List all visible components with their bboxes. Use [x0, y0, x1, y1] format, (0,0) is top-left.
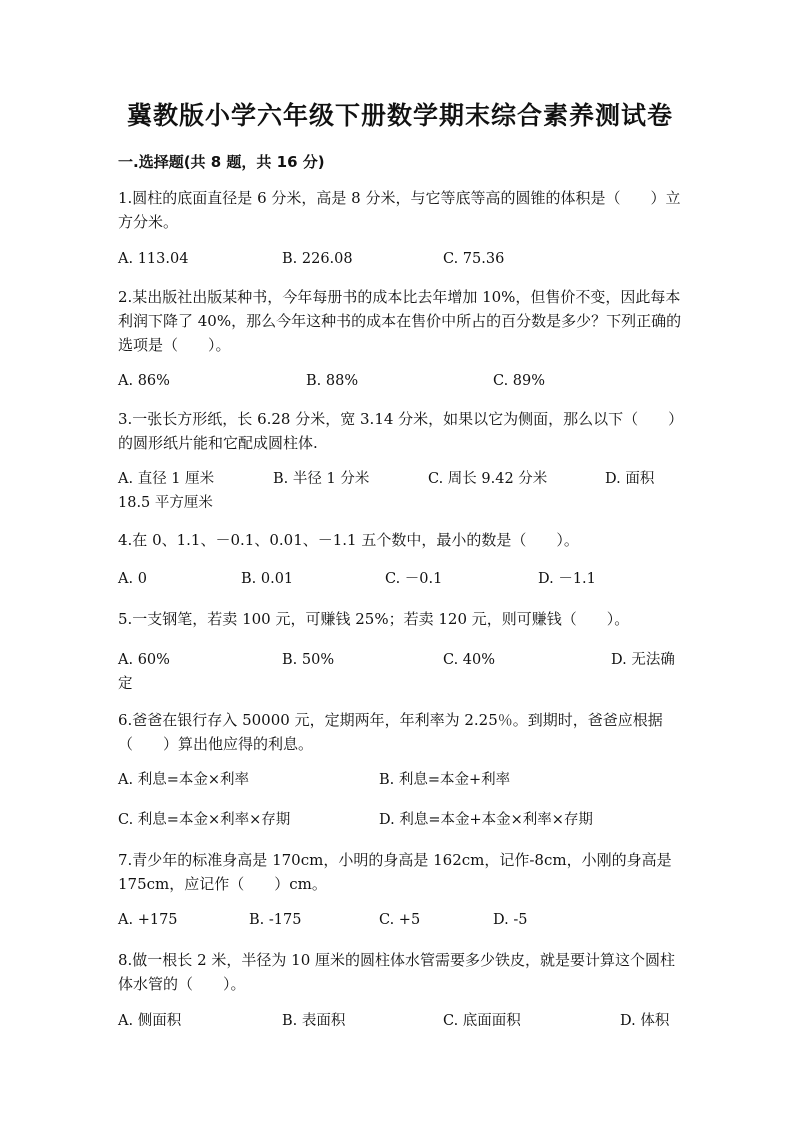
q4-option-d[interactable]: D. －1.1	[538, 571, 596, 587]
question-8: 8.做一根长 2 米，半径为 10 厘米的圆柱体水管需要多少铁皮，就是要计算这个圆柱体水管的（ ）。	[118, 951, 676, 993]
q7-option-c[interactable]: C. +5	[379, 912, 421, 928]
q3-option-b[interactable]: B. 半径 1 分米	[273, 471, 370, 487]
q1-option-c[interactable]: C. 75.36	[443, 251, 505, 267]
q4-option-a[interactable]: A. 0	[118, 571, 147, 587]
q5-option-d[interactable]: D. 无法确定	[118, 652, 675, 692]
question-6: 6.爸爸在银行存入 50000 元，定期两年，年利率为 2.25％。到期时，爸爸应根据（ ）算出他应得的利息。	[118, 711, 663, 753]
question-2: 2.某出版社出版某种书，今年每册书的成本比去年增加 10%，但售价不变，因此每本利润下降了 40%，那么今年这种书的成本在售价中所占的百分数是多少？下列正确的选项是（ ）。	[118, 288, 682, 354]
question-1: 1.圆柱的底面直径是 6 分米，高是 8 分米，与它等底等高的圆锥的体积是（ ）立方分米。	[118, 189, 681, 231]
q7-option-d[interactable]: D. -5	[493, 912, 528, 928]
page-title: 冀教版小学六年级下册数学期末综合素养测试卷	[126, 101, 673, 130]
q2-option-a[interactable]: A. 86%	[118, 373, 170, 389]
q1-option-a[interactable]: A. 113.04	[118, 251, 189, 267]
q3-option-d[interactable]: D. 面积 18.5 平方厘米	[118, 471, 655, 511]
q8-option-a[interactable]: A. 侧面积	[118, 1013, 182, 1029]
q1-option-b[interactable]: B. 226.08	[282, 251, 353, 267]
q8-option-b[interactable]: B. 表面积	[282, 1013, 346, 1029]
q7-option-b[interactable]: B. -175	[249, 912, 302, 928]
q7-option-a[interactable]: A. +175	[118, 912, 178, 928]
question-3: 3.一张长方形纸，长 6.28 分米，宽 3.14 分米，如果以它为侧面，那么以下（ ）的圆形纸片能和它配成圆柱体.	[118, 410, 684, 452]
q8-option-d[interactable]: D. 体积	[620, 1013, 670, 1029]
q5-option-a[interactable]: A. 60%	[118, 652, 170, 668]
question-7: 7.青少年的标准身高是 170cm，小明的身高是 162cm，记作-8cm，小刚的身高是 175cm，应记作（ ）cm。	[118, 851, 672, 893]
q4-option-c[interactable]: C. －0.1	[385, 571, 443, 587]
q2-option-b[interactable]: B. 88%	[306, 373, 359, 389]
q3-option-a[interactable]: A. 直径 1 厘米	[118, 471, 215, 487]
q4-option-b[interactable]: B. 0.01	[241, 571, 294, 587]
q5-option-b[interactable]: B. 50%	[282, 652, 335, 668]
question-4: 4.在 0、1.1、－0.1、0.01、－1.1 五个数中，最小的数是（ ）。	[118, 531, 579, 549]
q8-option-c[interactable]: C. 底面面积	[443, 1013, 521, 1029]
q2-option-c[interactable]: C. 89%	[493, 373, 546, 389]
q6-option-a[interactable]: A. 利息=本金×利率	[118, 772, 249, 788]
q3-option-c[interactable]: C. 周长 9.42 分米	[428, 471, 548, 487]
q6-option-b[interactable]: B. 利息=本金+利率	[379, 772, 511, 788]
q5-option-c[interactable]: C. 40%	[443, 652, 496, 668]
q6-option-c[interactable]: C. 利息=本金×利率×存期	[118, 812, 291, 828]
section-heading: 一.选择题(共 8 题，共 16 分)	[118, 153, 325, 171]
q6-option-d[interactable]: D. 利息=本金+本金×利率×存期	[379, 812, 593, 828]
question-5: 5.一支钢笔，若卖 100 元，可赚钱 25%；若卖 120 元，则可赚钱（ ）。	[118, 610, 630, 628]
